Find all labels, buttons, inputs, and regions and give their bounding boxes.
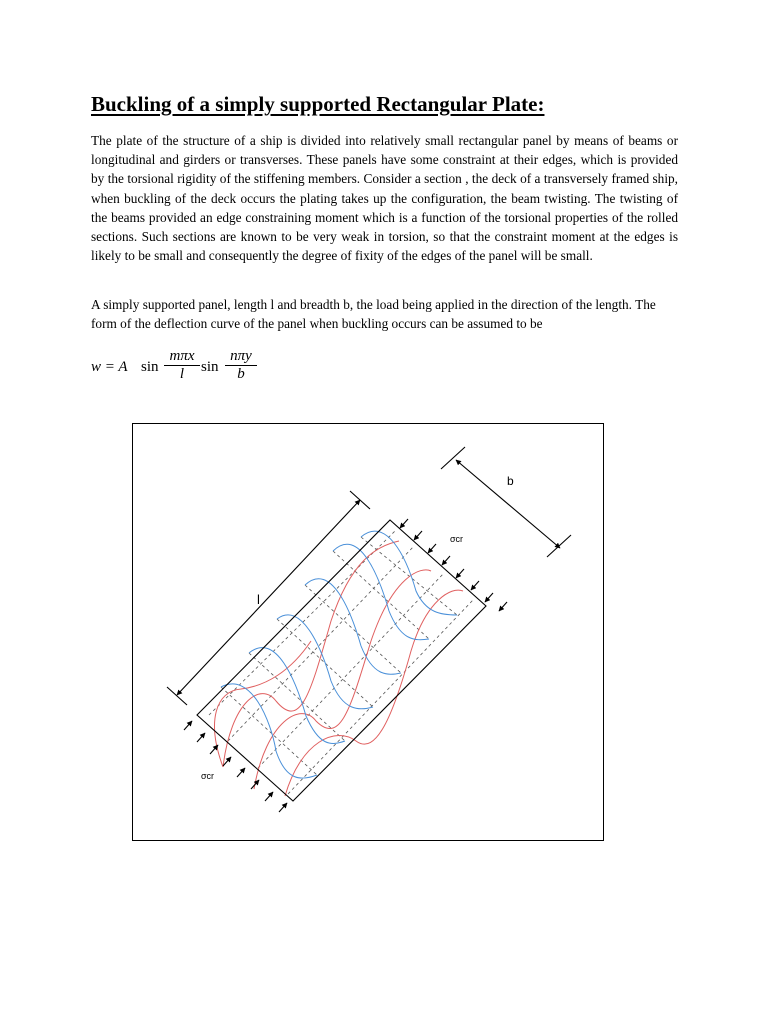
equation-fraction-1 [164, 348, 200, 383]
label-stress-top: σcr [450, 534, 464, 544]
fraction-1-denominator: l [179, 366, 185, 382]
paragraph-panel: A simply supported panel, length l and breadth b, the load being applied in the direction of the length. The form of the deflection curve of the panel when buckling occurs can be assumed to be [91, 297, 656, 332]
load-arrows-top [400, 519, 507, 611]
label-breadth: b [507, 474, 514, 488]
fraction-2-denominator: b [237, 366, 245, 382]
label-stress-bottom: σcr [201, 771, 215, 781]
plate-outline [197, 520, 486, 801]
paragraph-intro: The plate of the structure of a ship is divided into relatively small rectangular panel by means of beams or longitudinal and girders or transverses. These panels have some constraint at their edges, which is provided by the torsional rigidity of the stiffening members. Consider a section , the deck of a transversely framed ship, when buckling of the deck occurs the plating takes up the configuration, the beam twisting. The twisting of the beams provided an edge constraining moment which is a function of the torsional properties of the rolled sections. Such sections are known to be very weak in torsion, so that the constraint moment at the edges is likely to be small and consequently the degree of fixity of the edges of the panel will be small. [91, 133, 678, 264]
equation-sin-2: sin [201, 359, 219, 375]
equation-lhs: w = A [91, 359, 128, 375]
load-arrows-bottom [184, 721, 287, 812]
equation-fraction-2 [225, 348, 257, 383]
fraction-1-numerator: mπx [169, 348, 195, 364]
plate-buckling-figure [132, 423, 604, 841]
red-deflection-curves [215, 541, 463, 796]
deflection-equation [91, 348, 291, 392]
fraction-2-numerator: nπy [230, 348, 252, 364]
label-length: l [257, 592, 260, 607]
equation-sin-1: sin [141, 359, 159, 375]
plate-diagram [133, 424, 603, 840]
page-title: Buckling of a simply supported Rectangular Plate: [91, 92, 545, 116]
